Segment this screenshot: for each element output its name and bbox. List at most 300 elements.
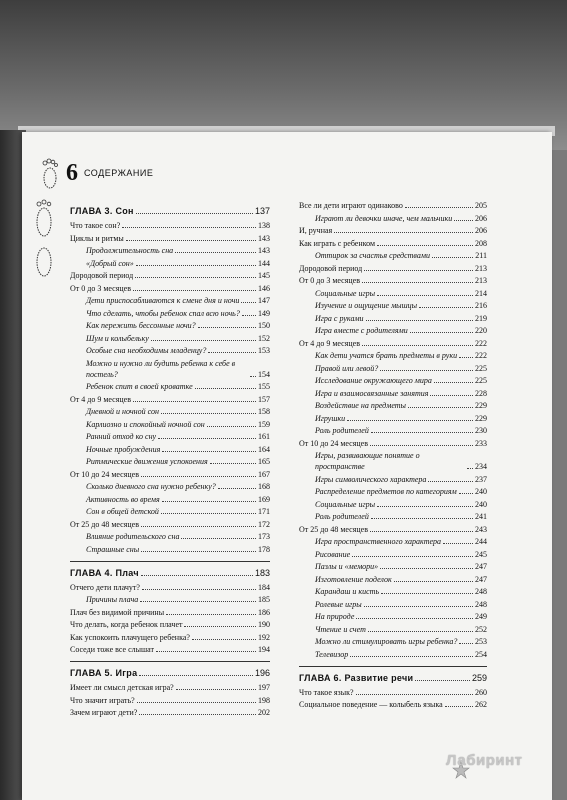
toc-page-number: 167: [258, 469, 270, 479]
toc-entry: [70, 682, 270, 693]
toc-label: Ребенок спит в своей кроватке: [86, 382, 193, 391]
toc-subentry: [299, 574, 487, 585]
toc-page-number: 249: [475, 612, 487, 621]
toc-page-number: 146: [258, 283, 270, 293]
leader-dots: [368, 631, 473, 632]
toc-page-number: 216: [475, 301, 487, 310]
leader-dots: [136, 265, 256, 266]
toc-label: Что значит играть?: [70, 695, 135, 705]
toc-page-number: 254: [475, 649, 487, 659]
toc-entry: [299, 524, 487, 535]
toc-label: Как пережить бессонные ночи?: [86, 321, 196, 330]
page-header: [40, 158, 153, 188]
toc-label: Игры символического характера: [315, 474, 427, 484]
toc-page-number: 149: [258, 308, 270, 318]
toc-subentry: [70, 494, 270, 505]
leader-dots: [410, 332, 473, 333]
toc-page-number: 206: [475, 213, 487, 223]
leader-dots: [394, 581, 473, 582]
toc-page-number: 194: [258, 645, 270, 654]
toc-label: Исследование окружающего мира: [315, 376, 432, 385]
toc-label: Изучение и ощущение мышцы: [315, 301, 418, 310]
toc-label: Продолжительность сна: [86, 246, 174, 255]
toc-entry: [299, 699, 487, 710]
toc-label: Ранний отход ко сну: [86, 432, 157, 441]
toc-page-number: 213: [475, 276, 487, 285]
leader-dots: [432, 257, 473, 258]
toc-label: Телевизор: [315, 649, 349, 659]
leader-dots: [380, 370, 473, 371]
leader-dots: [162, 451, 256, 452]
leader-dots: [142, 589, 256, 590]
leader-dots: [366, 320, 473, 321]
toc-label: Роль родителей: [315, 426, 369, 435]
leader-dots: [207, 426, 256, 427]
leader-dots: [208, 352, 256, 353]
leader-dots: [151, 340, 256, 341]
footprint-decoration-icon: [30, 198, 58, 288]
toc-page-number: 164: [258, 444, 270, 454]
toc-subentry: [299, 474, 487, 485]
toc-subentry: [299, 599, 487, 610]
toc-subentry: [299, 313, 487, 324]
toc-label: Игра и взаимосвязанные занятия: [315, 388, 429, 398]
toc-entry: [70, 582, 270, 593]
toc-subentry: [70, 308, 270, 319]
leader-dots: [381, 593, 473, 594]
toc-label: Что сделать, чтобы ребенок спал всю ночь?: [86, 308, 240, 318]
toc-page-number: 155: [258, 382, 270, 391]
leader-dots: [405, 207, 473, 208]
leader-dots: [250, 376, 256, 377]
leader-dots: [459, 643, 473, 644]
page-number: 6: [66, 160, 78, 186]
leader-dots: [371, 432, 473, 433]
toc-subentry: [70, 258, 270, 269]
leader-dots: [133, 290, 256, 291]
toc-label: Распределение предметов по категориям: [315, 487, 457, 496]
toc-label: Сон в общей детской: [86, 507, 159, 516]
leader-dots: [347, 420, 473, 421]
toc-label: Активность во время: [86, 494, 160, 504]
toc-page-number: 262: [475, 700, 487, 709]
toc-entry: [70, 220, 270, 231]
toc-subentry: [70, 245, 270, 256]
toc-chapter-heading: [70, 568, 270, 579]
toc-column-left: [70, 200, 270, 720]
toc-page-number: 205: [475, 201, 487, 210]
toc-entry: [70, 607, 270, 618]
toc-label: От 25 до 48 месяцев: [299, 524, 368, 534]
toc-page-number: 253: [475, 637, 487, 646]
toc-subentry: [299, 624, 487, 635]
toc-chapter-heading: [70, 668, 270, 679]
toc-entry: [70, 695, 270, 706]
toc-subentry: [299, 288, 487, 299]
toc-page-number: 244: [475, 537, 487, 546]
toc-label: Рисование: [315, 549, 351, 559]
toc-page-number: 206: [475, 226, 487, 235]
leader-dots: [141, 551, 256, 552]
toc-subentry: [299, 511, 487, 522]
toc-page-number: 178: [258, 544, 270, 554]
toc-subentry: [299, 486, 487, 497]
toc-label: Сколько дневного сна нужно ребенку?: [86, 482, 216, 491]
toc-page-number: 185: [258, 595, 270, 604]
toc-label: Социальное поведение — колыбель языка: [299, 700, 443, 709]
toc-subentry: [299, 325, 487, 336]
toc-entry: [70, 644, 270, 655]
leader-dots: [192, 639, 256, 640]
toc-page-number: 196: [254, 668, 270, 678]
toc-page-number: 228: [475, 388, 487, 398]
toc-page-number: 158: [258, 407, 270, 416]
toc-page-number: 159: [258, 419, 270, 429]
toc-label: Что такое сон?: [70, 221, 121, 230]
leader-dots: [334, 232, 473, 233]
toc-label: Правой или левой?: [315, 363, 379, 373]
toc-entry: [299, 200, 487, 211]
toc-page-number: 186: [258, 607, 270, 617]
leader-dots: [156, 651, 256, 652]
leader-dots: [377, 506, 473, 507]
leader-dots: [443, 543, 473, 544]
leader-dots: [434, 382, 473, 383]
toc-label: Что делать, когда ребенок плачет: [70, 620, 183, 629]
toc-page-number: 213: [475, 263, 487, 273]
toc-page-number: 153: [258, 346, 270, 355]
leader-dots: [176, 689, 256, 690]
toc-subentry: [299, 300, 487, 311]
toc-label: Игра вместе с родителями: [315, 326, 408, 335]
toc-label: Ролевые игры: [315, 599, 362, 609]
toc-page-number: 145: [258, 271, 270, 280]
toc-subentry: [70, 481, 270, 492]
toc-label: Что такое язык?: [299, 687, 354, 697]
toc-page-number: 248: [475, 599, 487, 609]
leader-dots: [364, 270, 473, 271]
toc-label: Карандаш и кисть: [315, 587, 380, 596]
toc-entry: [70, 707, 270, 718]
toc-subentry: [70, 444, 270, 455]
leader-dots: [362, 345, 473, 346]
toc-label: Дети приспосабливаются к смене дня и ночи: [86, 296, 240, 305]
section-divider: [299, 666, 487, 667]
toc-label: На природе: [315, 612, 355, 621]
toc-page-number: 211: [475, 251, 487, 260]
toc-label: Имеет ли смысл детская игра?: [70, 683, 174, 692]
leader-dots: [133, 401, 256, 402]
toc-page-number: 260: [475, 687, 487, 697]
toc-label: Циклы и ритмы: [70, 233, 124, 243]
toc-subentry: [299, 363, 487, 374]
toc-label: ГЛАВА 3. Сон: [70, 206, 134, 216]
toc-page-number: 147: [258, 296, 270, 305]
toc-entry: [70, 469, 270, 480]
toc-page-number: 219: [475, 313, 487, 323]
leader-dots: [162, 501, 256, 502]
toc-page-number: 168: [258, 482, 270, 491]
toc-label: Можно ли стимулировать игры ребенка?: [315, 637, 458, 646]
toc-label: Роль родителей: [315, 512, 369, 521]
toc-label: Игра пространственного характера: [315, 537, 442, 546]
leader-dots: [139, 714, 256, 715]
toc-label: От 4 до 9 месяцев: [70, 394, 131, 404]
toc-subentry: [70, 456, 270, 467]
toc-page-number: 240: [475, 487, 487, 496]
toc-subentry: [299, 636, 487, 647]
toc-page-number: 214: [475, 288, 487, 298]
toc-label: Особые сна необходимы младенцу?: [86, 346, 207, 355]
toc-label: Игрушки: [315, 413, 346, 423]
toc-subentry: [299, 213, 487, 224]
toc-label: Зачем играют дети?: [70, 708, 138, 717]
leader-dots: [377, 295, 473, 296]
toc-page-number: 240: [475, 499, 487, 509]
toc-entry: [299, 225, 487, 236]
toc-page-number: 208: [475, 238, 487, 248]
leader-dots: [419, 307, 473, 308]
toc-page-number: 229: [475, 401, 487, 410]
toc-label: От 0 до 3 месяцев: [70, 283, 131, 293]
toc-page-number: 247: [475, 574, 487, 584]
toc-subentry: [70, 320, 270, 331]
toc-label: ГЛАВА 6. Развитие речи: [299, 672, 414, 683]
toc-chapter-heading: [299, 673, 487, 684]
toc-label: Ночные пробуждения: [86, 444, 161, 454]
toc-subentry: [70, 531, 270, 542]
toc-page-number: 198: [258, 695, 270, 705]
toc-page-number: 190: [258, 620, 270, 629]
leader-dots: [136, 213, 253, 214]
toc-page-number: 169: [258, 494, 270, 504]
leader-dots: [166, 614, 256, 615]
toc-page-number: 202: [258, 708, 270, 717]
leader-dots: [210, 463, 256, 464]
leader-dots: [370, 445, 473, 446]
leader-dots: [408, 407, 473, 408]
toc-entry: [70, 632, 270, 643]
toc-label: Как дети учатся брать предметы в руки: [315, 351, 458, 360]
toc-page-number: 243: [475, 524, 487, 534]
toc-page-number: 234: [475, 462, 487, 471]
leader-dots: [122, 227, 256, 228]
leader-dots: [137, 702, 256, 703]
leader-dots: [352, 556, 473, 557]
toc-subentry: [70, 506, 270, 517]
leader-dots: [371, 518, 473, 519]
leader-dots: [380, 568, 473, 569]
section-divider: [70, 661, 270, 662]
toc-subentry: [70, 594, 270, 605]
toc-subentry: [70, 333, 270, 344]
leader-dots: [242, 315, 256, 316]
leader-dots: [364, 606, 473, 607]
toc-label: ГЛАВА 4. Плач: [70, 567, 139, 578]
toc-subentry: [70, 406, 270, 417]
toc-label: Отчего дети плачут?: [70, 582, 140, 592]
leader-dots: [175, 252, 256, 253]
toc-label: Социальные игры: [315, 288, 375, 298]
toc-page-number: 183: [254, 567, 270, 578]
section-divider: [70, 561, 270, 562]
toc-label: Дневной и ночной сон: [86, 407, 159, 416]
toc-subentry: [299, 649, 487, 660]
toc-entry: [70, 394, 270, 405]
toc-subentry: [70, 544, 270, 555]
toc-entry: [299, 687, 487, 698]
leader-dots: [126, 240, 256, 241]
leader-dots: [377, 245, 473, 246]
toc-label: ГЛАВА 5. Игра: [70, 668, 138, 678]
toc-entry: [70, 283, 270, 294]
toc-label: Игра с руками: [315, 313, 364, 323]
leader-dots: [135, 277, 256, 278]
toc-subentry: [70, 295, 270, 306]
leader-dots: [445, 706, 473, 707]
toc-label: «Добрый сон»: [86, 258, 134, 268]
leader-dots: [161, 413, 256, 414]
toc-label: От 10 до 24 месяцев: [299, 438, 368, 448]
leader-dots: [158, 438, 256, 439]
toc-label: Игры, развивающие понятие о пространстве: [315, 451, 420, 471]
toc-label: Социальные игры: [315, 499, 375, 509]
toc-entry: [299, 263, 487, 274]
toc-label: Как играть с ребенком: [299, 238, 376, 248]
toc-label: Ритмические движения успокоения: [86, 457, 208, 466]
page-title: СОДЕРЖАНИЕ: [84, 168, 154, 178]
toc-column-right: [299, 200, 487, 712]
toc-page-number: 157: [258, 394, 270, 404]
toc-label: От 25 до 48 месяцев: [70, 519, 139, 529]
toc-subentry: [70, 358, 270, 380]
toc-page-number: 225: [475, 376, 487, 385]
toc-entry: [299, 338, 487, 349]
toc-entry: [299, 238, 487, 249]
toc-subentry: [299, 375, 487, 386]
toc-label: Плач без видимой причины: [70, 607, 165, 617]
toc-page-number: 143: [258, 246, 270, 255]
leader-dots: [350, 656, 473, 657]
toc-entry: [70, 270, 270, 281]
toc-subentry: [70, 431, 270, 442]
toc-label: От 0 до 3 месяцев: [299, 276, 360, 285]
leader-dots: [184, 626, 256, 627]
leader-dots: [140, 601, 256, 602]
toc-page-number: 154: [258, 369, 270, 379]
toc-subentry: [299, 350, 487, 361]
leader-dots: [198, 327, 256, 328]
leader-dots: [139, 675, 253, 676]
toc-label: И, ручная: [299, 226, 333, 235]
leader-dots: [195, 388, 256, 389]
toc-subentry: [70, 381, 270, 392]
leader-dots: [370, 531, 473, 532]
toc-entry: [70, 233, 270, 244]
toc-label: Страшные сны: [86, 544, 140, 554]
toc-page-number: 229: [475, 413, 487, 423]
toc-page-number: 165: [258, 457, 270, 466]
toc-subentry: [299, 611, 487, 622]
leader-dots: [141, 575, 253, 576]
footprint-icon: [40, 156, 60, 190]
toc-subentry: [299, 499, 487, 510]
toc-page-number: 241: [475, 512, 487, 521]
toc-page-number: 172: [258, 519, 270, 529]
watermark: Лабиринт: [446, 752, 523, 769]
toc-page-number: 143: [258, 233, 270, 243]
toc-page-number: 144: [258, 258, 270, 268]
toc-label: Шум и колыбельку: [86, 333, 149, 343]
toc-page-number: 137: [254, 206, 270, 216]
toc-label: Дородовой период: [70, 271, 134, 280]
toc-entry: [70, 619, 270, 630]
toc-label: Изготовление поделок: [315, 574, 392, 584]
toc-label: Причины плача: [86, 595, 139, 604]
leader-dots: [428, 481, 473, 482]
toc-page-number: 138: [258, 221, 270, 230]
toc-entry: [299, 275, 487, 286]
toc-subentry: [70, 419, 270, 430]
toc-label: Соседи тоже все слышат: [70, 645, 154, 654]
toc-label: Как успокоить плачущего ребенка?: [70, 632, 190, 642]
toc-page-number: 225: [475, 363, 487, 373]
leader-dots: [241, 302, 256, 303]
toc-label: Воздействие на предметы: [315, 401, 406, 410]
toc-page-number: 247: [475, 562, 487, 571]
toc-label: Все ли дети играют одинаково: [299, 201, 403, 210]
toc-subentry: [70, 345, 270, 356]
toc-label: Играют ли девочки иначе, чем мальчики: [315, 213, 453, 223]
leader-dots: [459, 493, 473, 494]
toc-page-number: 222: [475, 338, 487, 348]
toc-page-number: 197: [258, 683, 270, 692]
toc-page-number: 173: [258, 532, 270, 541]
leader-dots: [356, 694, 473, 695]
toc-subentry: [299, 413, 487, 424]
toc-page-number: 150: [258, 321, 270, 330]
toc-chapter-heading: [70, 206, 270, 217]
toc-subentry: [299, 586, 487, 597]
toc-page-number: 237: [475, 474, 487, 484]
leader-dots: [181, 538, 256, 539]
toc-label: Чтение и счет: [315, 624, 366, 634]
toc-label: Пазлы и «мемори»: [315, 562, 379, 571]
leader-dots: [356, 618, 473, 619]
toc-subentry: [299, 388, 487, 399]
toc-page-number: 230: [475, 426, 487, 435]
toc-subentry: [299, 549, 487, 560]
toc-page-number: 171: [258, 507, 270, 516]
toc-page-number: 259: [471, 672, 487, 683]
leader-dots: [415, 680, 470, 681]
leader-dots: [141, 476, 256, 477]
toc-label: Оттирок за счастья средствами: [315, 251, 430, 260]
toc-entry: [299, 438, 487, 449]
toc-label: От 10 до 24 месяцев: [70, 469, 139, 479]
toc-page-number: 192: [258, 632, 270, 642]
toc-page-number: 161: [258, 432, 270, 441]
toc-label: Карлиозно и спокойный ночной сон: [86, 419, 205, 429]
leader-dots: [161, 513, 256, 514]
toc-subentry: [299, 400, 487, 411]
toc-page-number: 245: [475, 549, 487, 559]
toc-subentry: [299, 536, 487, 547]
leader-dots: [362, 282, 473, 283]
leader-dots: [218, 488, 256, 489]
leader-dots: [454, 220, 473, 221]
toc-page-number: 220: [475, 326, 487, 335]
